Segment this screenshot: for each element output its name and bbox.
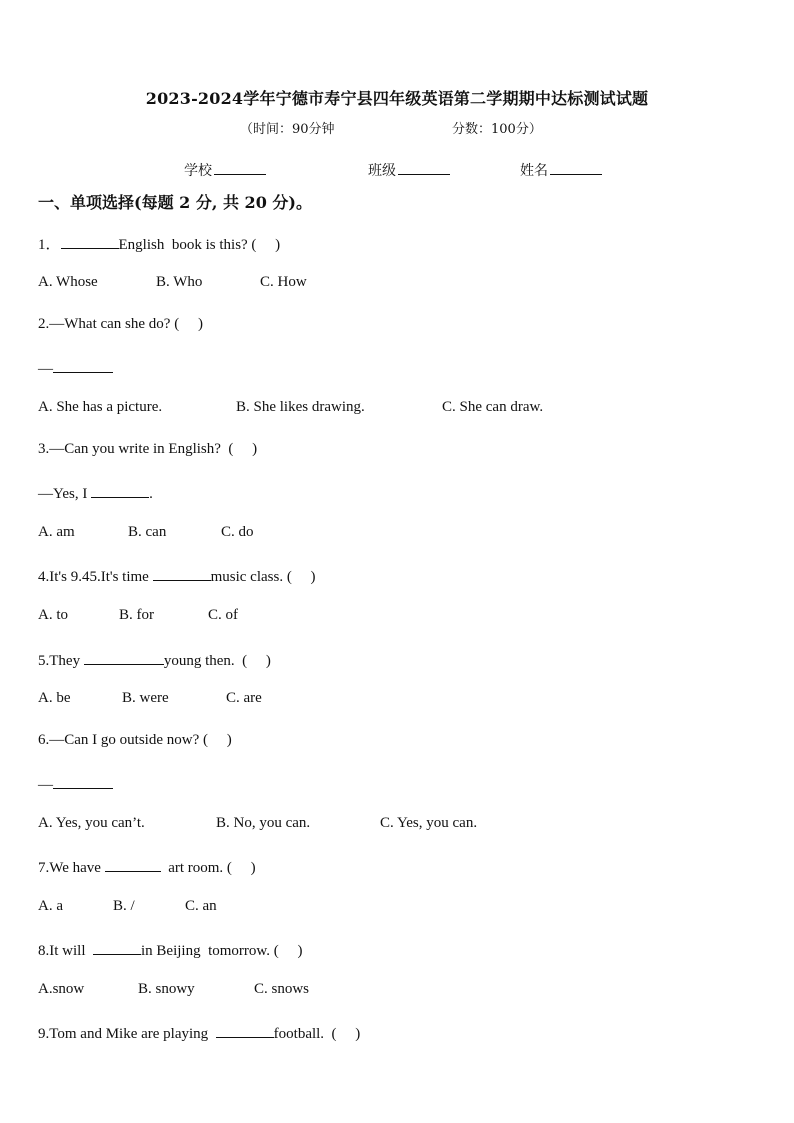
class-field — [368, 160, 450, 180]
answer-blank[interactable] — [93, 940, 141, 955]
name-label: 姓名 — [520, 163, 548, 179]
question-9: 9.Tom and Mike are playing football. ( ) — [38, 1023, 360, 1043]
answer-blank[interactable] — [153, 566, 211, 581]
answer-blank[interactable] — [53, 358, 113, 373]
option-b[interactable]: B. for — [119, 607, 154, 623]
options-5 — [38, 690, 262, 707]
school-blank[interactable] — [214, 160, 266, 175]
option-c[interactable]: C. are — [226, 690, 262, 706]
name-blank[interactable] — [550, 160, 602, 175]
school-field — [184, 160, 266, 180]
answer-blank[interactable] — [216, 1023, 274, 1038]
question-7: 7.We have art room. ( ) — [38, 857, 256, 877]
option-c[interactable]: C. snows — [254, 981, 310, 997]
option-a[interactable]: A. a — [38, 898, 63, 914]
class-blank[interactable] — [398, 160, 450, 175]
option-b[interactable]: B. Who — [156, 274, 203, 290]
option-b[interactable]: B. can — [128, 524, 167, 540]
section-title: 一、单项选择(每题 2 分, 共 20 分)。 — [38, 193, 312, 212]
question-8: 8.It will in Beijing tomorrow. ( ) — [38, 940, 303, 960]
question-3: 3.—Can you write in English? ( ) — [38, 441, 258, 457]
option-c[interactable]: C. do — [221, 524, 254, 540]
options-3 — [38, 524, 254, 541]
options-1 — [38, 274, 307, 291]
answer-blank[interactable] — [91, 483, 149, 498]
answer-line-3: —Yes, I . — [38, 483, 153, 503]
option-a[interactable]: A. am — [38, 524, 75, 540]
option-c[interactable]: C. Yes, you can. — [380, 815, 478, 831]
options-4 — [38, 607, 238, 624]
name-field — [520, 160, 602, 180]
options-8 — [38, 981, 309, 998]
question-6: 6.—Can I go outside now? ( ) — [38, 732, 232, 748]
option-b[interactable]: B. She likes drawing. — [236, 399, 365, 415]
option-a[interactable]: A. to — [38, 607, 68, 623]
option-b[interactable]: B. No, you can. — [216, 815, 311, 831]
answer-blank[interactable] — [61, 234, 119, 249]
option-a[interactable]: A. Whose — [38, 274, 98, 290]
option-b[interactable]: B. were — [122, 690, 169, 706]
question-2: 2.—What can she do? ( ) — [38, 316, 203, 332]
option-c[interactable]: C. an — [185, 898, 217, 914]
answer-line-6: — — [38, 774, 113, 794]
option-b[interactable]: B. snowy — [138, 981, 195, 997]
options-7 — [38, 898, 217, 915]
option-c[interactable]: C. of — [208, 607, 238, 623]
answer-blank[interactable] — [53, 774, 113, 789]
question-4: 4.It's 9.45.It's time music class. ( ) — [38, 566, 316, 586]
option-a[interactable]: A. She has a picture. — [38, 399, 163, 415]
option-c[interactable]: C. How — [260, 274, 307, 290]
page-title: 2023-2024学年宁德市寿宁县四年级英语第二学期期中达标测试试题 — [145, 89, 649, 108]
question-5: 5.They young then. ( ) — [38, 650, 271, 670]
option-a[interactable]: A. Yes, you can’t. — [38, 815, 145, 831]
option-c[interactable]: C. She can draw. — [442, 399, 544, 415]
option-b[interactable]: B. / — [113, 898, 135, 914]
exam-score: 分数：100分） — [452, 122, 542, 137]
answer-blank[interactable] — [105, 857, 161, 872]
answer-line-2: — — [38, 358, 113, 378]
options-6 — [38, 815, 477, 832]
option-a[interactable]: A. be — [38, 690, 71, 706]
answer-blank[interactable] — [84, 650, 164, 665]
class-label: 班级 — [368, 163, 396, 179]
option-a[interactable]: A.snow — [38, 981, 85, 997]
options-2 — [38, 399, 543, 416]
question-1: 1． English book is this? ( ) — [38, 233, 280, 254]
exam-time: （时间：90分钟 — [240, 122, 335, 137]
school-label: 学校 — [184, 163, 212, 179]
